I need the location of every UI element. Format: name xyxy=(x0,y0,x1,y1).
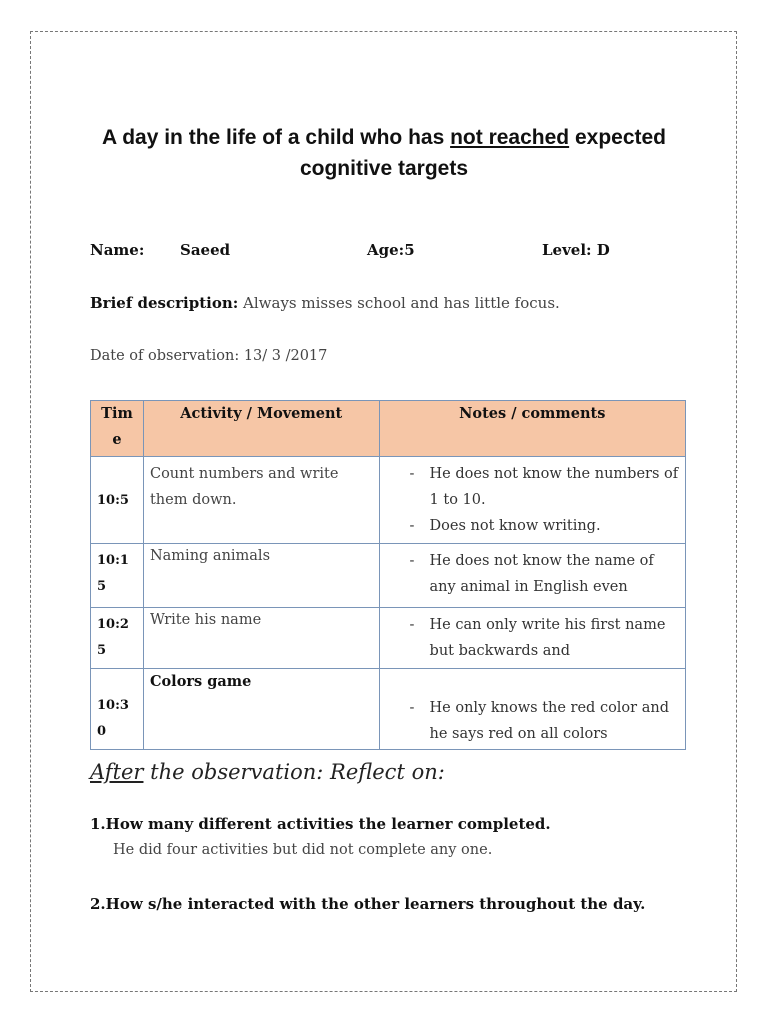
age-field: Age:5 xyxy=(367,241,415,259)
observation-table xyxy=(90,400,686,750)
row-notes xyxy=(379,544,685,608)
brief-description xyxy=(90,294,560,312)
reflection-heading xyxy=(90,760,445,784)
list-item: - Does not know writing. xyxy=(386,513,679,539)
row-activity xyxy=(143,669,379,750)
brief-label: Brief description: xyxy=(90,294,239,312)
table-row xyxy=(91,544,686,608)
row-activity: Write his name xyxy=(143,608,379,669)
name-value: Saeed xyxy=(180,241,231,259)
row-time: 10:1 5 xyxy=(91,544,144,608)
question-1: 1.How many different activities the learner completed. xyxy=(90,815,551,833)
list-item: - He only knows the red color and he says red on all colors xyxy=(386,695,679,743)
header-notes: Notes / comments xyxy=(379,401,685,457)
row-time: 10:2 5 xyxy=(91,608,144,669)
level-field: Level: D xyxy=(542,241,610,259)
list-item: - He does not know the numbers of 1 to 10. xyxy=(386,461,679,513)
row-time: 10:3 0 xyxy=(91,669,144,750)
row-notes xyxy=(379,457,685,544)
observation-date: Date of observation: 13/ 3 /2017 xyxy=(90,348,328,364)
title-line2: cognitive targets xyxy=(299,157,469,180)
brief-value: Always misses school and has little focus. xyxy=(238,294,560,312)
reflection-heading-underlined: After xyxy=(90,760,144,784)
document-title xyxy=(60,122,708,184)
table-header-row xyxy=(91,401,686,457)
row-notes xyxy=(379,669,685,750)
row-activity: Count numbers and write them down. xyxy=(143,457,379,544)
row-time: 10:5 xyxy=(91,457,144,544)
reflection-heading-rest: the observation: Reflect on: xyxy=(143,760,445,784)
row-notes xyxy=(379,608,685,669)
list-item: - He can only write his first name but backwards and xyxy=(386,612,679,664)
title-text: A day in the life of a child who has xyxy=(101,126,451,149)
answer-1: He did four activities but did not complete any one. xyxy=(113,842,493,858)
row-activity-bold: Colors game xyxy=(149,673,252,690)
header-time: Tim e xyxy=(91,401,144,457)
table-row xyxy=(91,457,686,544)
list-item: - He does not know the name of any animal in English even xyxy=(386,548,679,600)
row-activity: Naming animals xyxy=(143,544,379,608)
name-label: Name: xyxy=(90,241,145,259)
title-text-end: expected xyxy=(569,126,667,149)
question-2: 2.How s/he interacted with the other learners throughout the day. xyxy=(90,895,646,913)
header-activity: Activity / Movement xyxy=(143,401,379,457)
title-underlined-text: not reached xyxy=(450,126,570,149)
table-row xyxy=(91,669,686,750)
table-row xyxy=(91,608,686,669)
